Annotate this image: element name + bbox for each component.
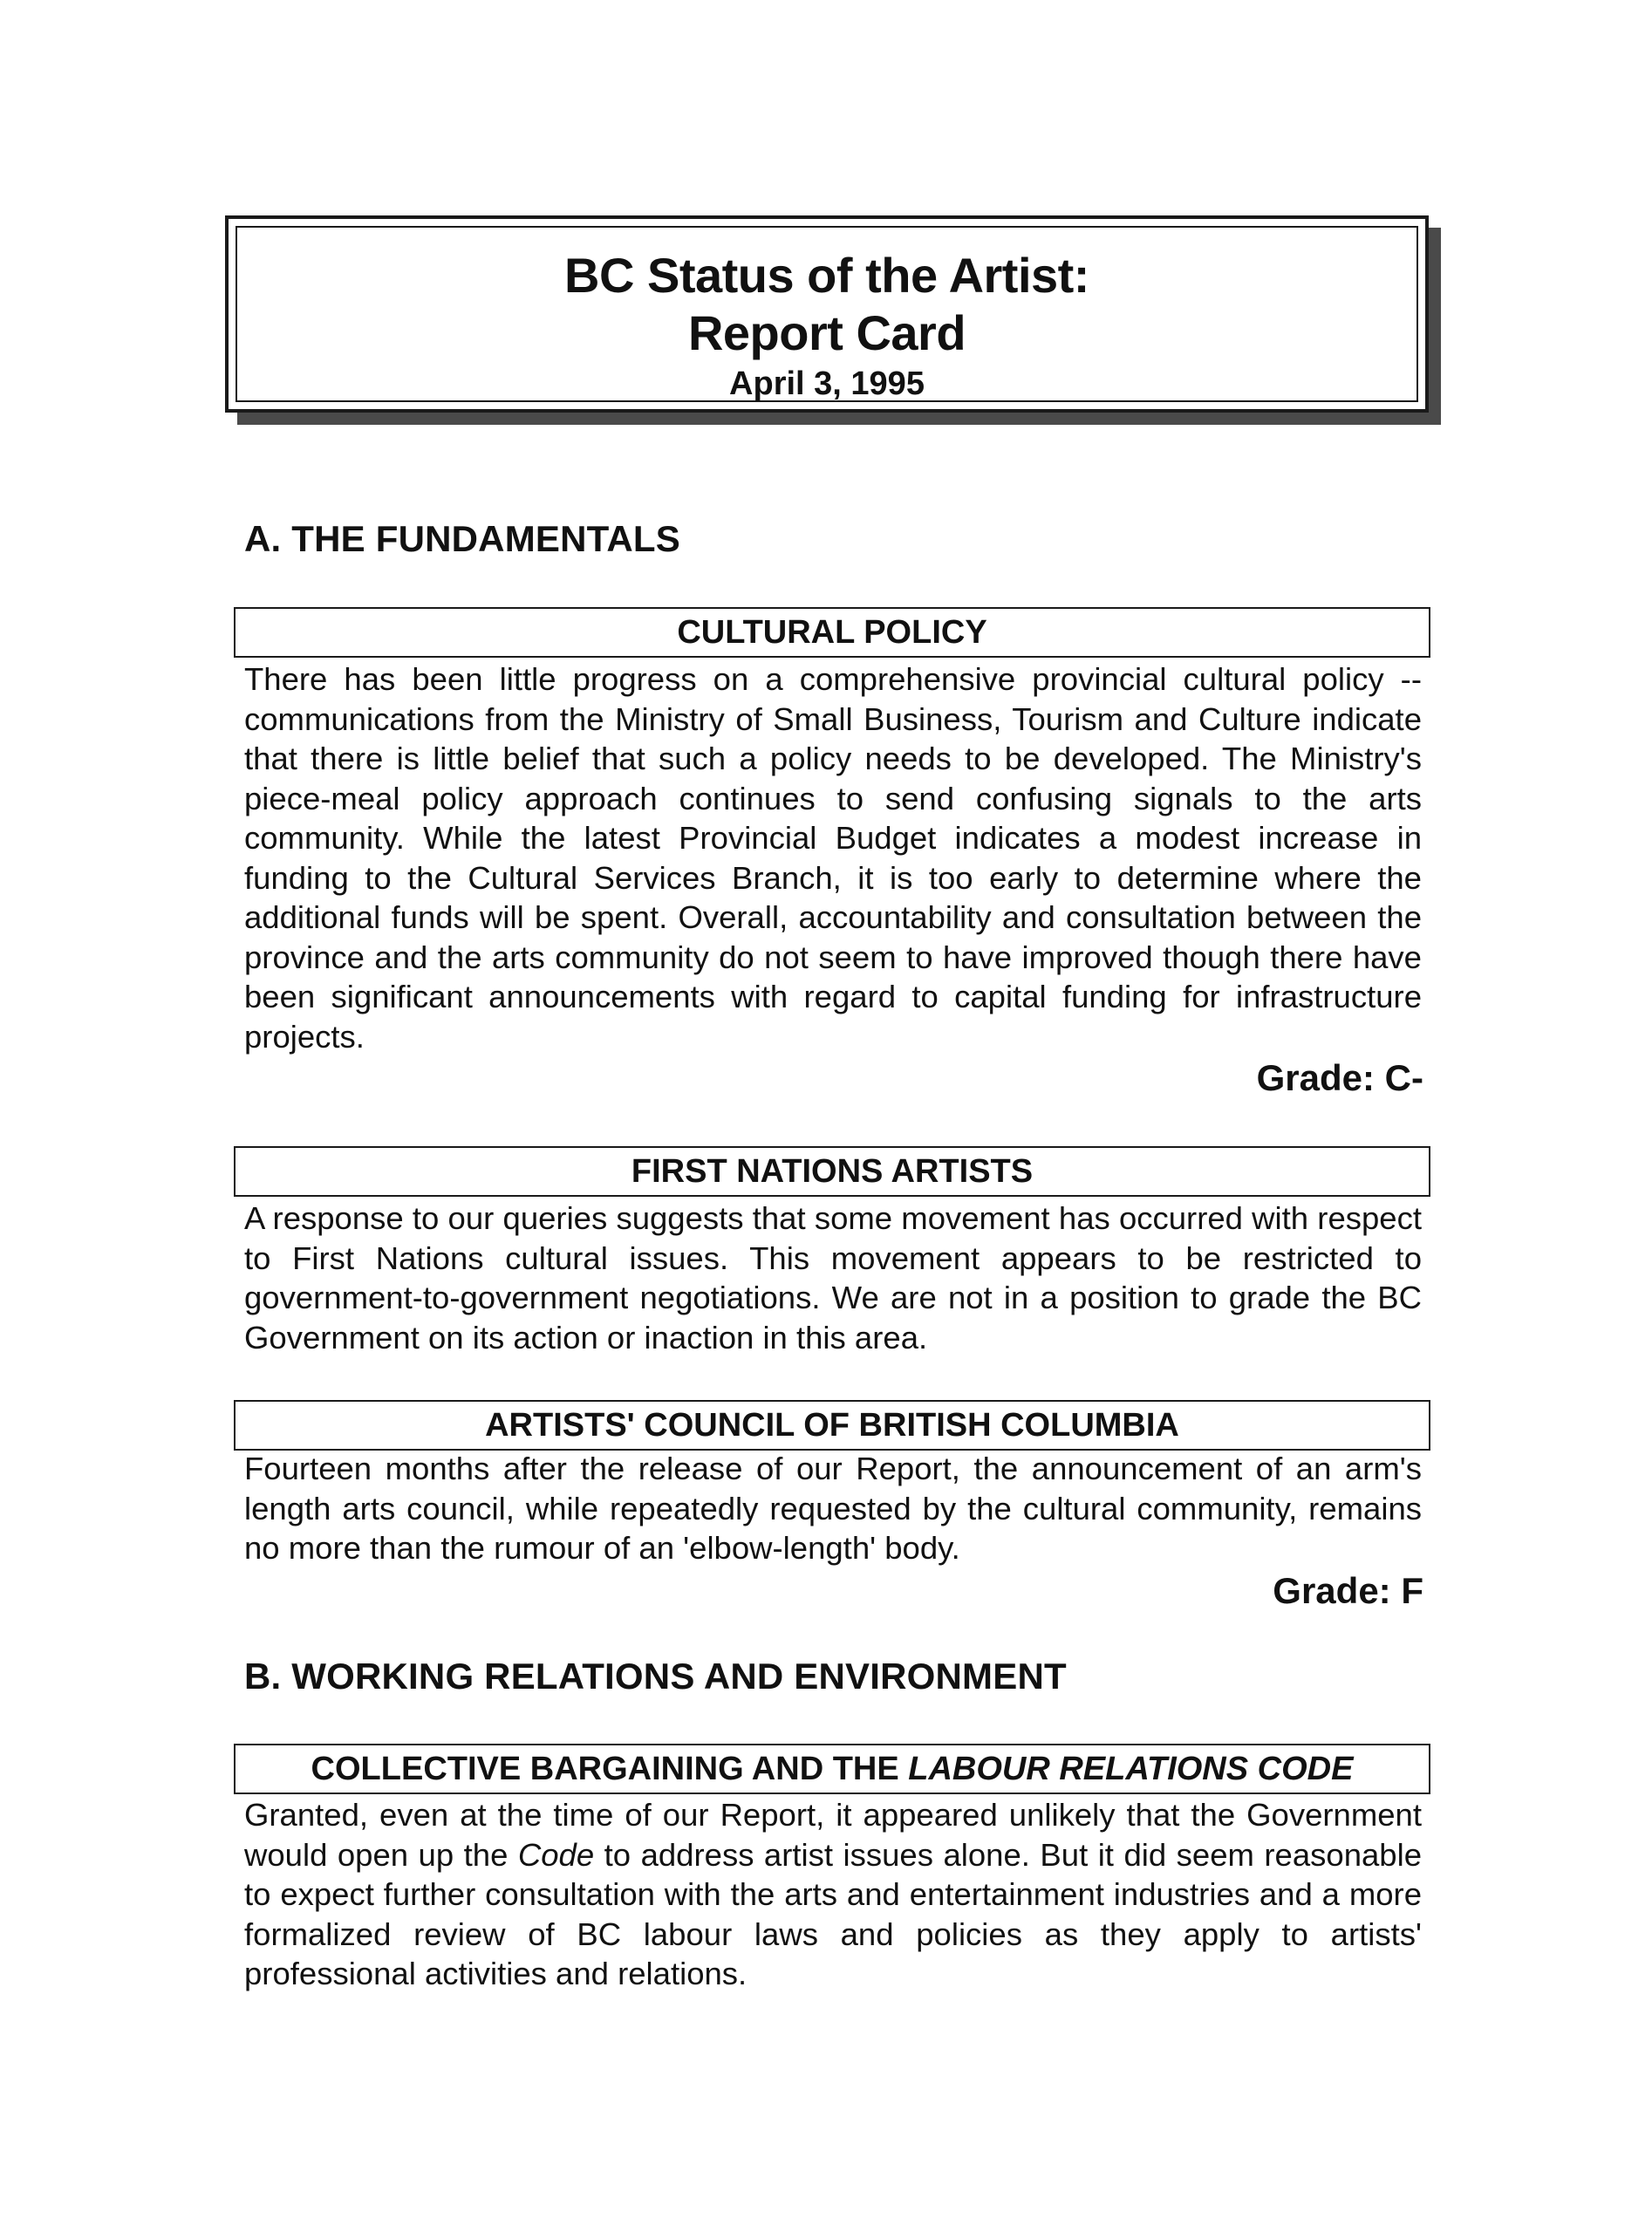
first-nations-label: FIRST NATIONS ARTISTS: [234, 1146, 1430, 1197]
collective-bargaining-body: [244, 1795, 1422, 1994]
artists-council-label: ARTISTS' COUNCIL OF BRITISH COLUMBIA: [234, 1400, 1430, 1451]
cultural-policy-grade: Grade: C-: [1256, 1057, 1423, 1098]
collective-bargaining-label-italic: LABOUR RELATIONS CODE: [908, 1751, 1354, 1787]
cultural-policy-label: CULTURAL POLICY: [234, 607, 1430, 658]
document-title: BC Status of the Artist:: [564, 248, 1089, 303]
artists-council-grade: Grade: F: [1273, 1570, 1423, 1611]
collective-bargaining-body-italic: Code: [517, 1836, 595, 1873]
document-subtitle: Report Card: [687, 305, 966, 360]
section-b-heading: B. WORKING RELATIONS AND ENVIRONMENT: [244, 1656, 1067, 1697]
section-a-heading: A. THE FUNDAMENTALS: [244, 518, 680, 559]
artists-council-body: Fourteen months after the release of our Report, the announcement of an arm's length arts council, while repeatedly requested by the cultural community, remains no more than the rumour of an 'elbow-length' body.: [244, 1451, 1422, 1566]
document-date: April 3, 1995: [729, 365, 925, 402]
collective-bargaining-body-part2: to address artist issues alone. But it did seem reasonable to expect further consultation with the arts and entertainment industries and a more formalized review of BC labour laws and policies as they apply to artists' professional activities and relations.: [244, 1836, 1423, 1991]
cultural-policy-body: There has been little progress on a comprehensive provincial cultural policy -- communications from the Ministry of Small Business, Tourism and Culture indicate that there is little belief that such a policy needs to be developed. The Ministry's piece-meal policy approach continues to send confusing signals to the arts community. While the latest Provincial Budget indicates a modest increase in funding to the Cultural Services Branch, it is too early to determine where the additional funds will be spent. Overall, accountability and consultation between the province and the arts community do not seem to have improved though there have been significant announcements with regard to capital funding for infrastructure projects.: [244, 661, 1422, 1055]
collective-bargaining-body-part1: Granted, even at the time of our Report, it appeared unlikely that the Government would open up the: [244, 1797, 1422, 1873]
first-nations-body: A response to our queries suggests that some movement has occurred with respect to First Nations cultural issues. This movement appears to be restricted to government-to-government negotiations. We are not in a position to grade the BC Government on its action or inaction in this area.: [244, 1200, 1422, 1356]
title-box: [225, 215, 1429, 413]
collective-bargaining-label-prefix: COLLECTIVE BARGAINING AND THE: [311, 1751, 909, 1787]
title-inner-frame: [236, 226, 1418, 402]
collective-bargaining-label: [234, 1744, 1430, 1794]
